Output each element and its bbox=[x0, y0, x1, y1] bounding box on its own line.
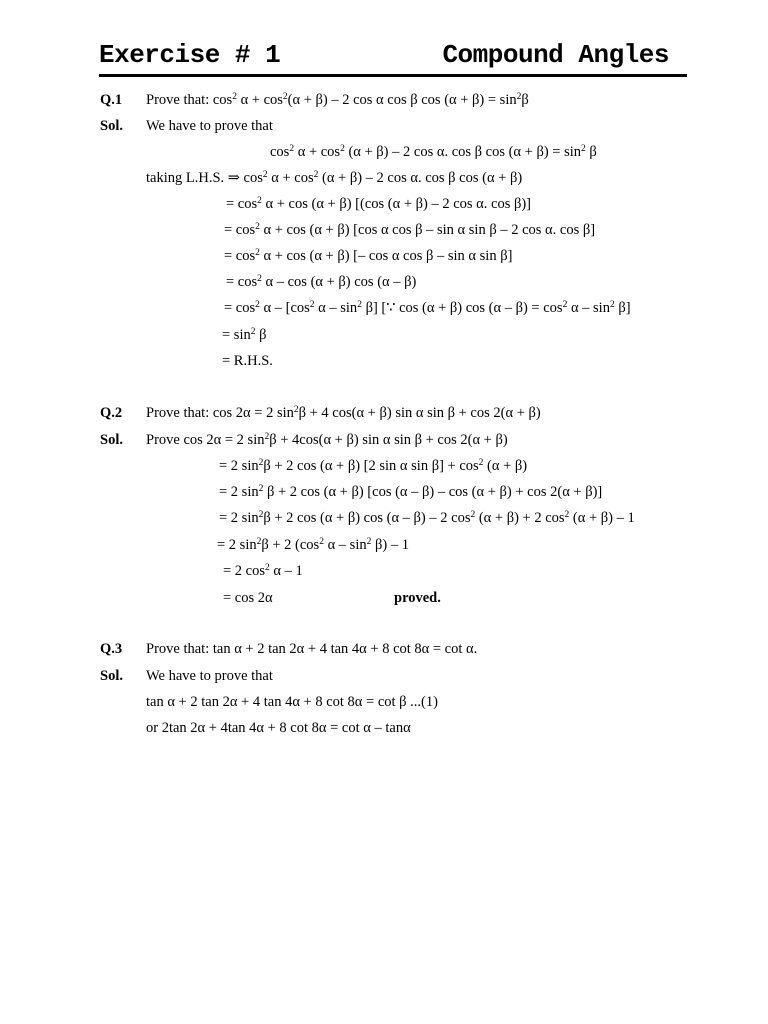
q3-label: Q.3 bbox=[100, 641, 123, 657]
proved-mark: proved. bbox=[394, 590, 441, 606]
q2-sol-line: = 2 $\sin^2\beta + 2$ ($\cos^2$ α – $\sin^2 \beta) - 1$ bbox=[217, 537, 409, 553]
page-header bbox=[99, 38, 687, 77]
q1-sol-line: = $\cos^2 \alpha + \cos (\alpha + \beta)$ [cos α cos β – sin α sin β – 2 cos α. cos β] bbox=[224, 222, 596, 238]
q1-question: Prove that: $\cos^2 \alpha + \cos^2(\alpha + \beta) - 2$ cos α cos β $\cos (\alpha + \beta) = \sin^2\beta$ bbox=[146, 92, 529, 108]
chapter-title: Compound Angles bbox=[442, 40, 669, 70]
q3-question: Prove that: tan α + 2 tan 2α + 4 tan 4α + 8 cot 8α = cot α. bbox=[146, 641, 478, 657]
exercise-title: Exercise # 1 bbox=[99, 40, 281, 70]
q1-sol-line: taking L.H.S. ⇒ $\cos^2 \alpha + \cos^2 (\alpha + \beta) - 2$ cos α. cos β cos (α + β) bbox=[146, 170, 523, 186]
q1-sol-line: $\cos^2 \alpha + \cos^2 (\alpha + \beta) - 2$ cos α. cos β $\cos (\alpha + \beta) = \sin^2 \beta$ bbox=[270, 144, 597, 160]
q2-sol-line: Prove cos 2α = 2 $\sin^2\beta + 4\cos(\alpha + \beta)$ sin α sin β + cos 2(α + β) bbox=[146, 432, 508, 448]
q1-sol-line: = R.H.S. bbox=[222, 353, 273, 369]
q1-sol-line: = $\sin^2 \beta$ bbox=[222, 327, 267, 343]
q1-label: Q.1 bbox=[100, 92, 123, 108]
q3-sol-line: We have to prove that bbox=[146, 668, 273, 684]
q2-sol-line: = 2 $\sin^2\beta + 2$ cos (α + β) cos (α – β) – 2 $\cos^2 (\alpha + \beta) + 2$ $\cos^2 (\alpha + \beta) - 1$ bbox=[219, 510, 635, 526]
q1-sol-line: = $\cos^2 \alpha - [\cos^2$ α – $\sin^2 \beta$] [∵ cos (α + β) $\cos (\alpha - \beta) = \cos^2 \alpha - \sin^2 \beta$] bbox=[224, 300, 631, 316]
q2-sol-label: Sol. bbox=[100, 432, 123, 448]
q2-sol-line: = 2 $\sin^2\beta + 2$ cos (α + β) [2 sin α $\sin \beta] + \cos^2 (\alpha + \beta)$ bbox=[219, 458, 528, 474]
q2-question: Prove that: cos 2α = 2 $\sin^2\beta + 4$ cos(α + β) sin α sin β + cos 2(α + β) bbox=[146, 405, 541, 421]
q1-sol-line: = $\cos^2 \alpha - \cos (\alpha + \beta)$ cos (α – β) bbox=[226, 274, 417, 290]
q1-sol-line: = $\cos^2 \alpha + \cos (\alpha + \beta)$ [(cos (α + β) – 2 cos α. cos β)] bbox=[226, 196, 532, 212]
q2-label: Q.2 bbox=[100, 405, 123, 421]
q1-sol-line: We have to prove that bbox=[146, 118, 273, 134]
q1-sol-label: Sol. bbox=[100, 118, 123, 134]
q2-sol-line: = cos 2α bbox=[223, 590, 273, 606]
q2-sol-line: = 2 $\sin^2 \beta + 2$ cos (α + β) [cos (α – β) – cos (α + β) + cos 2(α + β)] bbox=[219, 484, 603, 500]
q3-sol-line: or 2tan 2α + 4tan 4α + 8 cot 8α = cot α – tanα bbox=[146, 720, 411, 736]
q1-sol-line: = $\cos^2 \alpha + \cos (\alpha + \beta)$ [– cos α cos β – sin α sin β] bbox=[224, 248, 513, 264]
q2-sol-line: = 2 $\cos^2 \alpha - 1$ bbox=[223, 563, 303, 579]
q3-sol-label: Sol. bbox=[100, 668, 123, 684]
q3-sol-line: tan α + 2 tan 2α + 4 tan 4α + 8 cot 8α = cot β ...(1) bbox=[146, 694, 438, 710]
